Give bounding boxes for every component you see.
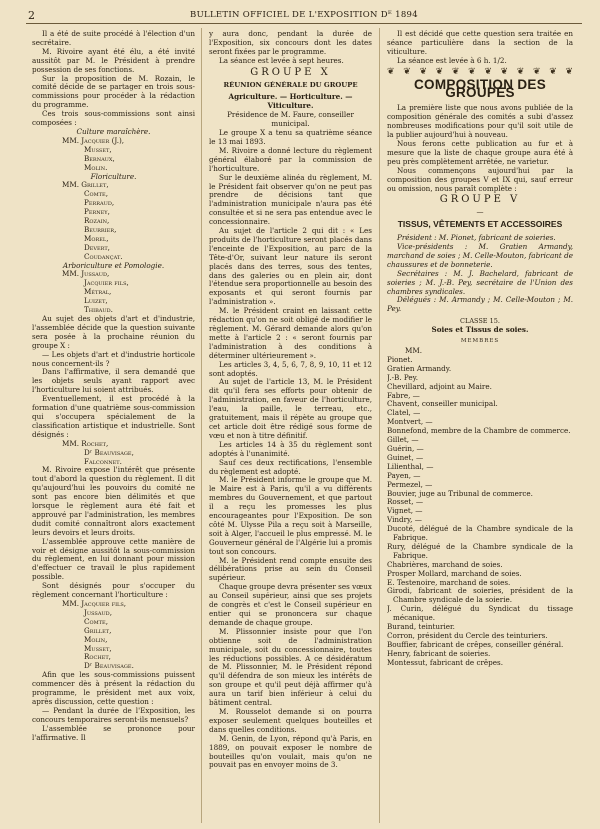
- paragraph: Le groupe X a tenu sa quatrième séance le 13 mai 1893.: [209, 128, 372, 146]
- member: Guérin, —: [387, 443, 424, 453]
- member: J. Curin, délégué du Syndicat du tissage mécanique.: [387, 604, 573, 623]
- group-title: GROUPE X: [250, 66, 331, 78]
- paragraph: Chaque groupe devra présenter ses vœux au Conseil supérieur, ainsi que ses projets de congrès et c'est le Conseil supérieur en entier qui se prononcera sur chaque demande de chaque groupe.: [209, 582, 372, 627]
- paragraph: L'assemblée approuve cette manière de voir et désigne aussitôt la sous-commission du règlement, en lui donnant pour mission d'effectuer ce travail le plus rapidement possible.: [32, 536, 195, 582]
- paragraph: M. Rivoire a donné lecture du règlement général élaboré par la commission de l'horticulture.: [209, 145, 372, 173]
- fleuron-icon: ❦: [516, 66, 525, 77]
- fleuron-icon: ❦: [500, 66, 509, 77]
- group-subtitle: RÉUNION GÉNÉRALE DU GROUPE: [223, 80, 358, 89]
- paragraph: M. Plissonnier insiste pour que l'on obtienne soit de l'administration municipale, soit du concessionnaire, toutes les réductions possibles. A ce désidératum de M. Plissonnier, M. le Président répond qu'il défendra de son mieux les intérêts de son groupe et qu'il peut déjà affirmer qu'à aura un tarif bien inférieur à celui du bâtiment central.: [209, 626, 372, 708]
- paragraph: Au sujet de l'article 13, M. le Président dit qu'il fera ses efforts pour obtenir de l'administration, en faveur de l'horticulture, l'eau, la paille, le terreau, etc., gratuitement, mais il répète au groupe que cet article doit être rédigé sous forme de vœu et non à titre définitif.: [209, 377, 372, 440]
- paragraph: — Les objets d'art et d'industrie horticole nous concernent-ils ?: [32, 349, 195, 368]
- paragraph: Il est décidé que cette question sera traitée en séance particulière dans la section de la viticulture.: [387, 30, 573, 56]
- member: Lilienthal, —: [387, 461, 434, 471]
- paragraph: Nous ferons cette publication au fur et à mesure que la liste de chaque groupe aura été à peu près complètement arrêtée, ne varietur.: [387, 138, 573, 166]
- mm-label: MM.: [405, 346, 423, 355]
- paragraph: Sont désignés pour s'occuper du règlement concernant l'horticulture :: [32, 581, 195, 600]
- paragraph: Sur le deuxième alinéa du règlement, M. le Président fait observer qu'on ne peut pas prendre de décisions tant que l'administration municipale n'aura pas été consultée et si ne sera pas entendue avec le concessionnaire.: [209, 172, 372, 227]
- paragraph: La séance est levée à sept heures.: [219, 55, 344, 65]
- paragraph: M. le Président informe le groupe que M. le Maire est à Paris, qu'il a vu différents membres du Gouvernement, et que partout il a reçu les promesses les plus encourageantes pour l'Exposition. De son côté M. Ulysse Pila a reçu soit à Marseille, soit à Alger, l'accueil le plus empressé. M. le Gouverneur général de l'Algérie lui a promis tout son concours.: [209, 475, 372, 556]
- president-line: Président : M. Pionet, fabricant de soieries.: [397, 233, 556, 243]
- member: Ducoté, délégué de la Chambre syndicale de la Fabrique.: [387, 524, 573, 543]
- name: Jussaud,: [84, 607, 112, 617]
- name: Molin,: [84, 634, 108, 644]
- name: MM. Jacquier fils,: [62, 599, 127, 608]
- paragraph: Sauf ces deux rectifications, l'ensemble du règlement est adopté.: [209, 457, 372, 476]
- name: Perney,: [84, 207, 110, 217]
- paragraph: Les articles 14 à 35 du règlement sont adoptés à l'unanimité.: [209, 439, 372, 458]
- member: Bouvier, juge au Tribunal de commerce.: [387, 488, 533, 498]
- name-list: [32, 600, 195, 671]
- group-subject: TISSUS, VÊTEMENTS ET ACCESSOIRES: [397, 219, 563, 230]
- name: Comte,: [84, 189, 108, 199]
- name-list: [32, 137, 195, 173]
- fleuron-icon: ❦: [468, 66, 476, 77]
- fleuron-icon: ❦: [435, 66, 444, 77]
- column-2: [209, 30, 372, 823]
- paragraph: M. Rousselot demande si on pourra exposer seulement quelques bouteilles et dans quelles conditions.: [209, 706, 372, 734]
- name: MM. Grillet,: [62, 180, 109, 190]
- member: Rury, délégué de la Chambre syndicale de la Fabrique.: [387, 541, 573, 560]
- subheading: Culture maraîchère.: [76, 126, 151, 136]
- fleuron-icon: ❦: [403, 66, 411, 77]
- member: Pionet.: [387, 354, 413, 364]
- group-title: GROUPE V: [439, 194, 521, 206]
- name: Dʳ Beauvisage.: [84, 661, 134, 671]
- member: Prosper Mollard, marchand de soies.: [387, 568, 522, 578]
- column-3: [387, 30, 573, 823]
- name: Beurrier,: [84, 224, 117, 234]
- paragraph: — Pendant la durée de l'Exposition, les concours temporaires seront-ils mensuels?: [32, 705, 195, 724]
- member: Corron, président du Cercle des teinturiers.: [387, 631, 548, 640]
- name: Devert,: [84, 242, 110, 252]
- column-rule: [201, 28, 202, 823]
- paragraph: M. le Président craint en laissant cette rédaction qu'on ne soit obligé de modifier le règlement. M. Gérard demande alors qu'on mette à l'article 2 : « seront fournis par l'administration à des conditions à déterminer ultérieurement ».: [209, 306, 372, 360]
- name-list: [32, 440, 195, 467]
- paragraph: La séance est levée à 6 h. 1/2.: [397, 55, 507, 65]
- paragraph: Nous commençons aujourd'hui par la composition des groupes V et IX qui, sauf erreur ou omission, nous paraît complète :: [387, 165, 573, 193]
- member: Gratien Armandy.: [387, 363, 452, 373]
- class-number: CLASSE 15.: [460, 317, 500, 326]
- fleuron-icon: ❦: [484, 66, 492, 77]
- paragraph: Les articles 3, 4, 5, 6, 7, 8, 9, 10, 11 et 12 sont adoptés.: [209, 359, 372, 378]
- member: Fabre, —: [387, 390, 420, 400]
- paragraph: Ces trois sous-commissions sont ainsi composées :: [32, 109, 195, 128]
- member: E. Testenoire, marchand de soies.: [387, 577, 511, 587]
- name-list: [32, 181, 195, 261]
- name: Molin.: [84, 162, 108, 172]
- member: Montessut, fabricant de crêpes.: [387, 657, 503, 667]
- paragraph: M. Rivoire expose l'intérêt que présente tout d'abord la question du règlement. Il dit qu'aujourd'hui les pouvoirs du comité ne sont pas encore bien délimités et que lorsque le règlement aura été fait et approuvé par l'administration, les membres dudit comité connaîtront alors exactement leurs devoirs et leurs droits.: [32, 465, 195, 537]
- member: J.-B. Pey.: [387, 372, 419, 382]
- member: Permezel, —: [387, 479, 433, 489]
- member: Bonnefond, membre de la Chambre de commerce.: [387, 426, 571, 436]
- name: Métral,: [84, 287, 112, 297]
- delegates-line: Délégués : M. Armandy ; M. Celle-Mouton ; M. Pey.: [387, 295, 573, 314]
- fleuron-icon: ❦: [451, 66, 460, 77]
- name: Morel,: [84, 233, 109, 243]
- short-rule: —: [476, 208, 484, 217]
- members-list: [387, 356, 573, 668]
- member: Vignet, —: [387, 506, 423, 516]
- member: Guinet, —: [387, 452, 424, 462]
- subheading: Floriculture.: [90, 171, 137, 181]
- paragraph: Dans l'affirmative, il sera demandé que les objets seuls ayant rapport avec l'horticulture lui soient attribués.: [32, 367, 195, 395]
- name: MM. Jacquier (J.),: [62, 135, 125, 145]
- paragraph: L'assemblée se prononce pour l'affirmative. Il: [32, 723, 195, 742]
- column-1: [32, 30, 195, 823]
- vice-presidents-line: Vice-présidents : M. Gratien Armandy, marchand de soies ; M. Celle-Mouton, fabricant de chaussures et de bonneterie.: [387, 242, 573, 269]
- paragraph: Il a été de suite procédé à l'élection d'un secrétaire.: [32, 30, 195, 47]
- section-headline: COMPOSITION DES GROUPES: [413, 76, 546, 101]
- paragraph: Au sujet des objets d'art et d'industrie, l'assemblée décide que la question suivante sera posée à la prochaine réunion du groupe X :: [32, 314, 195, 350]
- name: MM. Rochet,: [62, 438, 109, 448]
- members-label: MEMBRES: [460, 338, 500, 345]
- member: Rosset, —: [387, 497, 424, 507]
- name: Bernaux,: [84, 153, 115, 163]
- member: Chabrières, marchand de soies.: [387, 559, 503, 569]
- name: Musset,: [84, 144, 112, 154]
- paragraph: Afin que les sous-commissions puissent commencer dès à présent la rédaction du programme, le président met aux voix, après discussion, cette question :: [32, 670, 195, 706]
- member: Montvert, —: [387, 417, 433, 427]
- fleuron-icon: ❦: [549, 66, 557, 77]
- member: Burand, teinturier.: [387, 622, 455, 632]
- name: Musset,: [84, 643, 112, 653]
- fleuron-icon: ❦: [387, 66, 395, 77]
- name: Falconnet.: [84, 456, 122, 466]
- name: Rochet,: [84, 652, 111, 662]
- page-number: 2: [28, 9, 35, 22]
- paragraph: M. Rivoire ayant été élu, a été invité aussitôt par M. le Président à prendre possession de ses fonctions.: [32, 46, 195, 74]
- name: Jacquier fils,: [84, 278, 129, 288]
- member: Chavent, conseiller municipal.: [387, 399, 498, 409]
- publication-title: BULLETIN OFFICIEL DE L'EXPOSITION Dᴱ 1894: [190, 10, 418, 20]
- name: Perraud,: [84, 198, 115, 208]
- ornament-divider: [387, 68, 573, 77]
- page-header: [26, 5, 582, 24]
- name: Comte,: [84, 616, 108, 626]
- member: Chevillard, adjoint au Maire.: [387, 381, 492, 391]
- name: Coudançat.: [84, 251, 123, 261]
- paragraph: M. Genin, de Lyon, répond qu'à Paris, en 1889, on pouvait exposer le nombre de bouteilles qu'on voulait, mais qu'on ne pouvait pas en envoyer moins de 3.: [209, 733, 372, 770]
- member: Girodi, fabricant de soieries, président de la Chambre syndicale de la soierie.: [387, 586, 573, 605]
- column-rule: [379, 28, 380, 823]
- fleuron-icon: ❦: [419, 66, 427, 77]
- name: Thibaud.: [84, 305, 113, 315]
- paragraph: Eventuellement, il est procédé à la formation d'une quatrième sous-commission qui s'occupera spécialement de la classification artistique et industrielle. Sont désignés :: [32, 394, 195, 439]
- group-theme: Agriculture. — Horticulture. — Viticulture.: [228, 92, 353, 111]
- fleuron-icon: ❦: [532, 66, 541, 77]
- presidence: Présidence de M. Faure, conseiller municipal.: [227, 110, 354, 129]
- member: Gillet, —: [387, 435, 419, 445]
- class-title: Soies et Tissus de soies.: [431, 325, 529, 335]
- member: Bouffier, fabricant de crêpes, conseiller général.: [387, 639, 564, 649]
- name: Luizet,: [84, 296, 108, 306]
- fleuron-icon: ❦: [565, 66, 573, 77]
- member: Payen, —: [387, 470, 421, 480]
- paragraph: Sur la proposition de M. Rozain, le comité décide de se partager en trois sous-commissions pour procéder à la rédaction du programme.: [32, 73, 195, 110]
- secretaries-line: Secrétaires : M. J. Bachelard, fabricant de soieries ; M. J.-B. Pey, secrétaire de l'Union des chambres syndicales.: [387, 268, 573, 296]
- name: Grillet,: [84, 625, 112, 635]
- paragraph: y aura donc, pendant la durée de l'Exposition, six concours dont les dates seront fixées par le programme.: [209, 30, 372, 56]
- paragraph: Au sujet de l'article 2 qui dit : « Les produits de l'horticulture seront placés dans l'enceinte de l'Exposition, au parc de la Tête-d'Or, suivant leur nature ils seront placés dans des terres, sous des tentes, dans des galeries ou en plein air, dont l'étendue sera proportionnelle au besoin des exposants et qui seront fournis par l'administration ».: [209, 226, 372, 307]
- name: Dʳ Beauvisage,: [84, 447, 134, 457]
- name-list: [32, 270, 195, 315]
- name: MM. Jussaud,: [62, 269, 110, 279]
- paragraph: La première liste que nous avons publiée de la composition générale des comités a subi d'assez nombreuses modifications pour qu'il soit utile de la publier aujourd'hui à nouveau.: [387, 103, 573, 140]
- member: Clatel, —: [387, 408, 421, 418]
- name: Rozain,: [84, 216, 110, 226]
- subheading: Arboriculture et Pomologie.: [62, 260, 165, 270]
- paragraph: M. le Président rend compte ensuite des délibérations prise au sein du Conseil supérieur.: [209, 555, 372, 583]
- member: Henry, fabricant de soieries.: [387, 648, 491, 658]
- member: Vindry, —: [387, 515, 422, 525]
